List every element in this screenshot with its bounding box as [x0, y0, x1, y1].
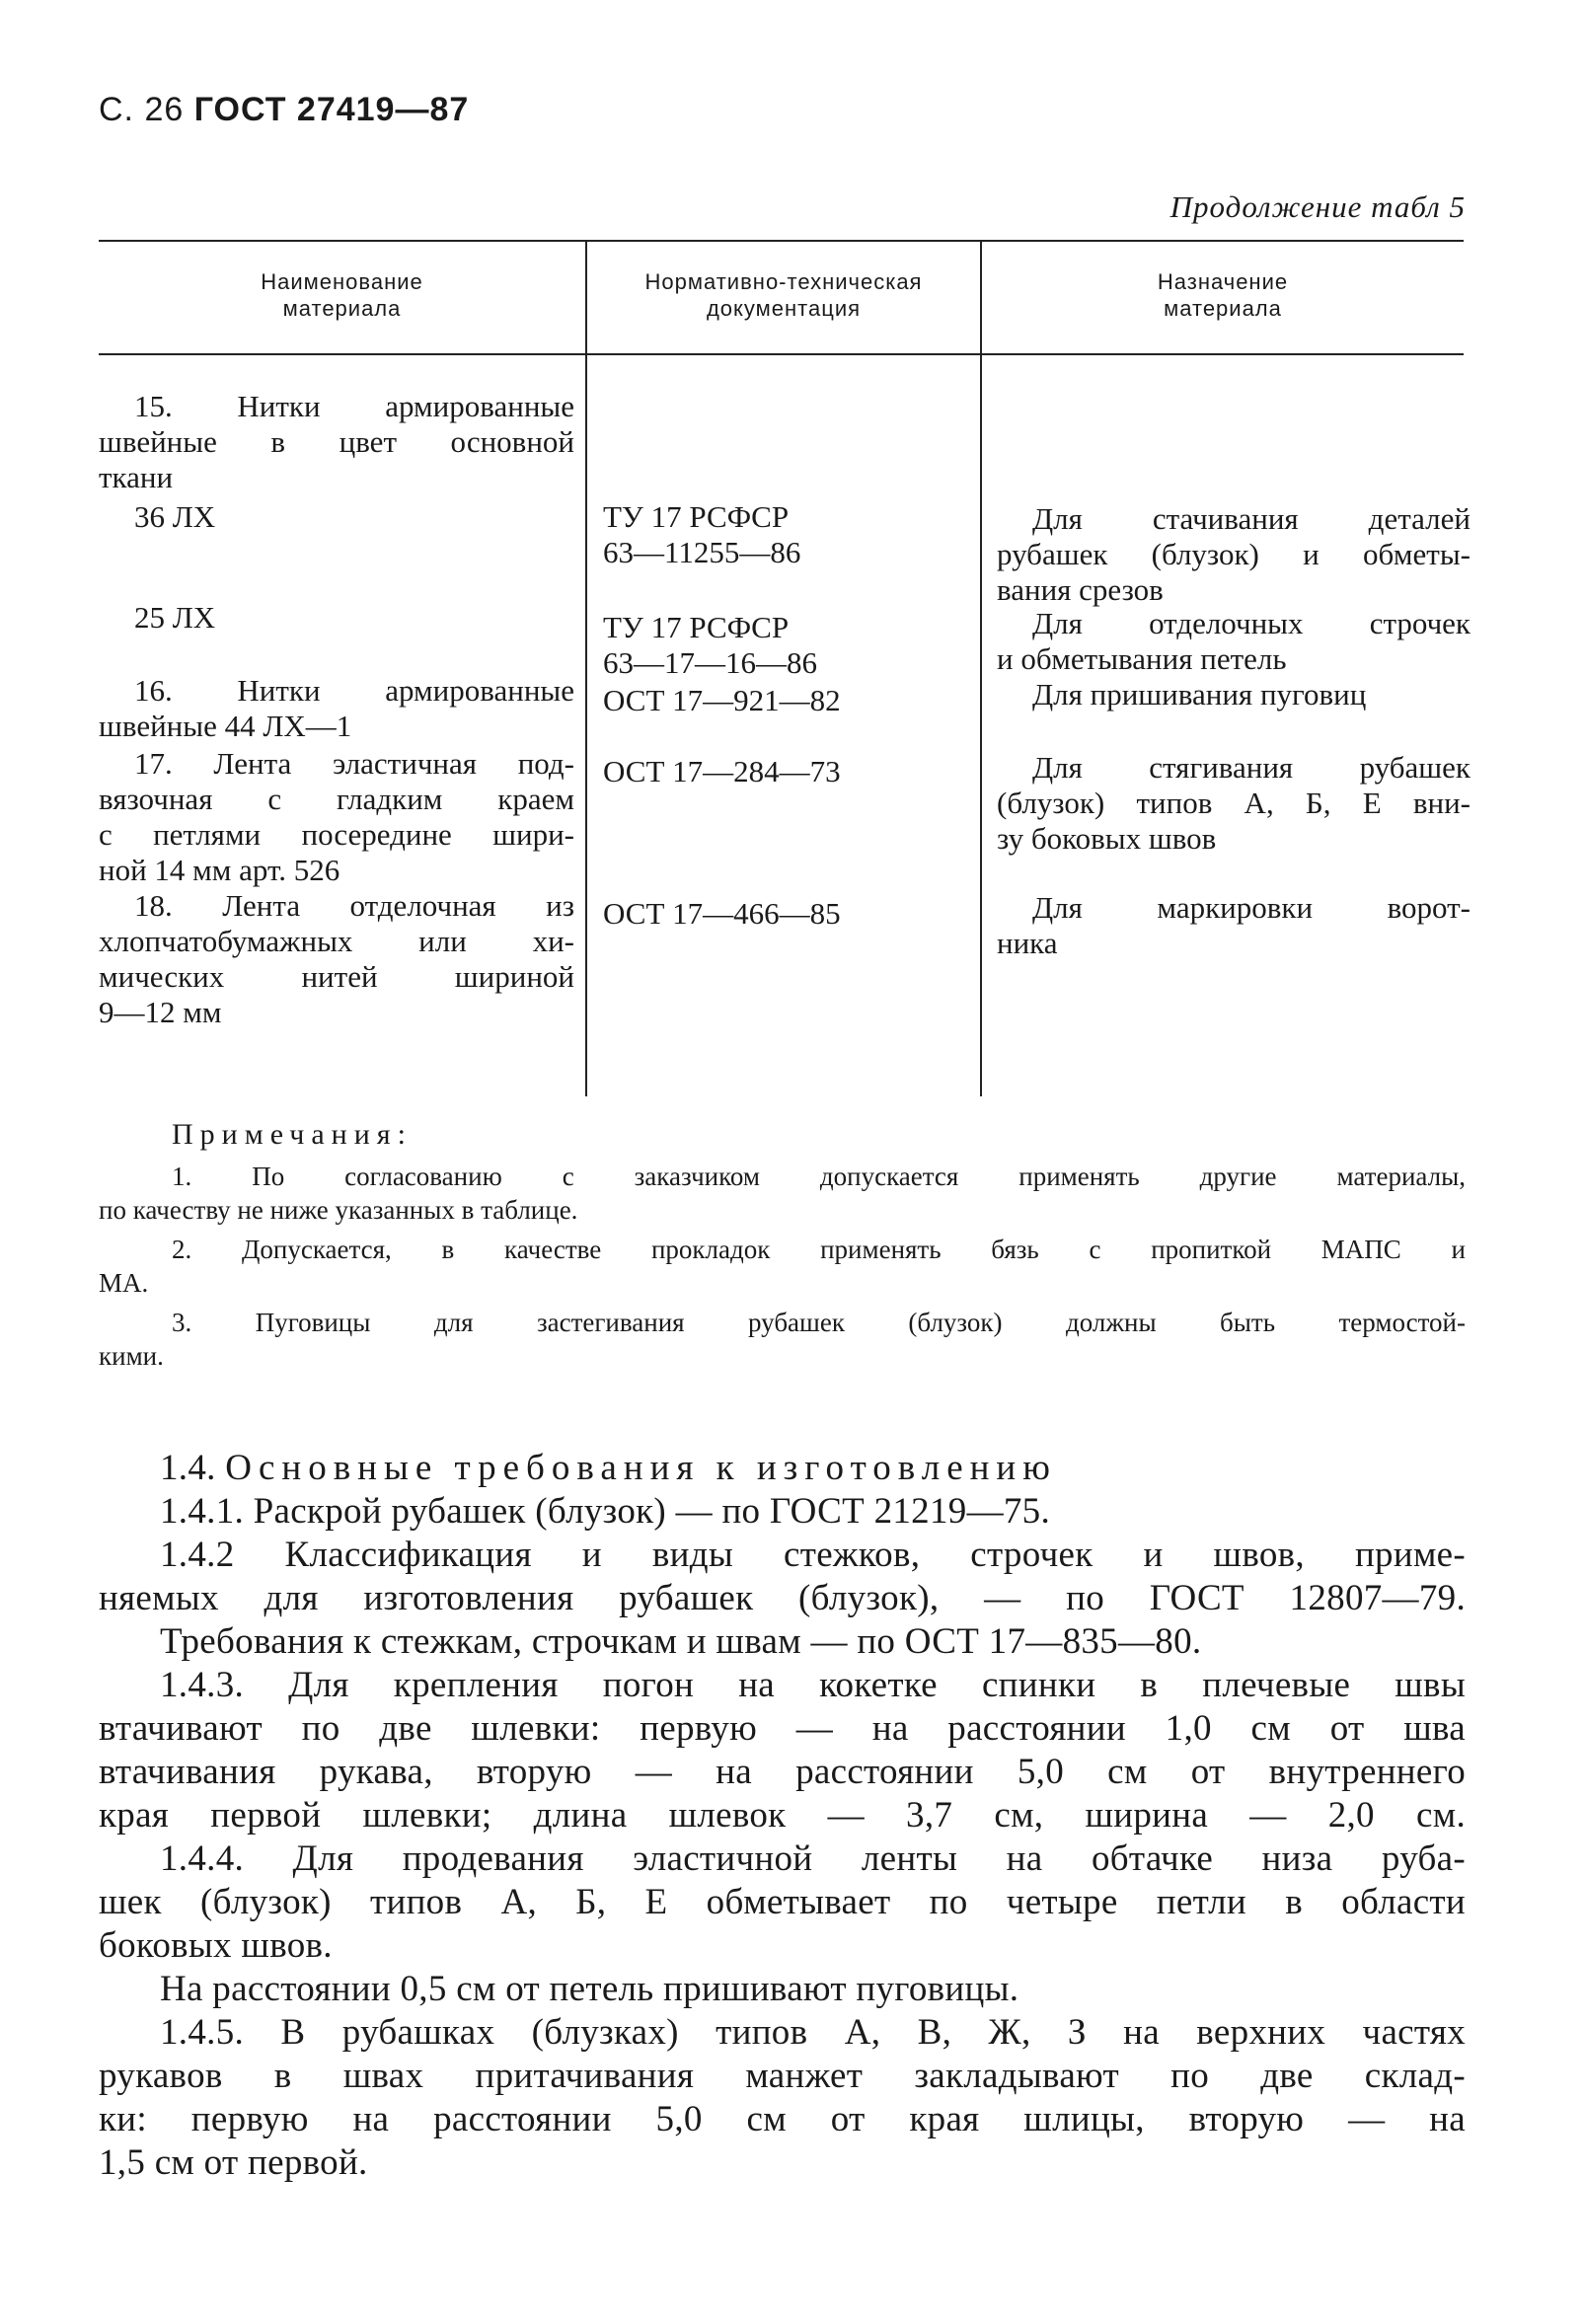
document-code: ГОСТ 27419—87: [193, 91, 470, 128]
column-header-material: Наименование материала: [261, 269, 423, 321]
paragraph-1-4-2-line-1: 1.4.2 Классификация и виды стежков, строчек и швов, приме-: [160, 1535, 1466, 1575]
requirements-paragraph: Требования к стежкам, строчкам и швам — по ОСТ 17—835—80.: [160, 1621, 1202, 1662]
paragraph-1-4-1: 1.4.1. Раскрой рубашек (блузок) — по ГОСТ 21219—75.: [160, 1491, 1051, 1532]
documentation-17: ОСТ 17—284—73: [603, 754, 841, 788]
table-col-divider-2: [980, 240, 982, 1096]
paragraph-1-4-3-line-3: втачивания рукава, вторую — на расстоянии 5,0 см от внутреннего: [99, 1752, 1466, 1792]
purpose-25lx: Для отделочных строчек и обметывания петель: [997, 606, 1471, 676]
note-1-line-1: 1. По согласованию с заказчиком допускается применять другие материалы,: [172, 1162, 1466, 1191]
note-3-line-2: кими.: [99, 1341, 164, 1371]
paragraph-1-4-5-line-1: 1.4.5. В рубашках (блузках) типов А, В, Ж, З на верхних частях: [160, 2012, 1466, 2053]
paragraph-1-4-4-line-1: 1.4.4. Для продевания эластичной ленты на обтачке низа руба-: [160, 1838, 1466, 1879]
paragraph-1-4-5-line-3: ки: первую на расстоянии 5,0 см от края шлицы, вторую — на: [99, 2099, 1466, 2139]
material-18: 18. Лента отделочная из хлопчатобумажных или хи- мических нитей шириной 9—12 мм: [99, 888, 574, 1029]
note-3-line-1: 3. Пуговицы для застегивания рубашек (блузок) должны быть термостой-: [172, 1308, 1466, 1337]
purpose-17: Для стягивания рубашек (блузок) типов А, Б, Е вни- зу боковых швов: [997, 750, 1471, 856]
documentation-16: ОСТ 17—921—82: [603, 683, 841, 717]
section-heading: [160, 1447, 1463, 1490]
table-continuation-label: Продолжение табл 5: [1169, 189, 1466, 224]
purpose-16: Для пришивания пуговиц: [1032, 677, 1367, 712]
material-15: 15. Нитки армированные швейные в цвет основной ткани: [99, 389, 574, 494]
purpose-18: Для маркировки ворот- ника: [997, 890, 1471, 960]
section-title: Основные требования к изготовлению: [225, 1448, 1057, 1488]
section-number: 1.4.: [160, 1448, 216, 1488]
material-25lx: 25 ЛХ: [134, 600, 216, 635]
note-2-line-2: МА.: [99, 1268, 149, 1298]
page-number: С. 26: [99, 91, 185, 128]
documentation-36lx: ТУ 17 РСФСР 63—11255—86: [603, 499, 801, 569]
documentation-18: ОСТ 17—466—85: [603, 896, 841, 931]
paragraph-1-4-3-line-1: 1.4.3. Для крепления погон на кокетке спинки в плечевые швы: [160, 1665, 1466, 1705]
section-body: [99, 1490, 1466, 2185]
column-header-purpose: Назначение материала: [1157, 269, 1289, 321]
purpose-36lx: Для стачивания деталей рубашек (блузок) и обметы- вания срезов: [997, 501, 1471, 607]
page-header: [99, 91, 469, 129]
note-1-line-2: по качеству не ниже указанных в таблице.: [99, 1195, 578, 1225]
paragraph-1-4-4-buttons: На расстоянии 0,5 см от петель пришивают пуговицы.: [160, 1969, 1019, 2009]
paragraph-1-4-2-line-2: няемых для изготовления рубашек (блузок), — по ГОСТ 12807—79.: [99, 1578, 1466, 1618]
material-36lx: 36 ЛХ: [134, 499, 216, 534]
paragraph-1-4-3-line-4: края первой шлевки; длина шлевок — 3,7 см, ширина — 2,0 см.: [99, 1795, 1466, 1836]
table-col-divider-1: [585, 240, 587, 1096]
material-16: 16. Нитки армированные швейные 44 ЛХ—1: [99, 673, 574, 743]
material-17: 17. Лента эластичная под- вязочная с гладким краем с петлями посередине шири- ной 14 мм арт. 526: [99, 746, 574, 887]
paragraph-1-4-5-line-2: рукавов в швах притачивания манжет закладывают по две склад-: [99, 2056, 1466, 2096]
paragraph-1-4-4-line-2: шек (блузок) типов А, Б, Е обметывает по четыре петли в области: [99, 1882, 1466, 1922]
paragraph-1-4-5-line-4: 1,5 см от первой.: [99, 2142, 368, 2183]
notes-title: Примечания:: [172, 1118, 413, 1151]
table-header-rule: [99, 353, 1464, 355]
paragraph-1-4-4-line-3: боковых швов.: [99, 1925, 333, 1966]
notes-block: [99, 1118, 1466, 1373]
paragraph-1-4-3-line-2: втачивают по две шлевки: первую — на расстоянии 1,0 см от шва: [99, 1708, 1466, 1749]
documentation-25lx: ТУ 17 РСФСР 63—17—16—86: [603, 610, 817, 680]
column-header-documentation: Нормативно-техническая документация: [644, 269, 923, 321]
table-top-rule: [99, 240, 1464, 242]
note-2-line-1: 2. Допускается, в качестве прокладок применять бязь с пропиткой МАПС и: [172, 1235, 1466, 1264]
